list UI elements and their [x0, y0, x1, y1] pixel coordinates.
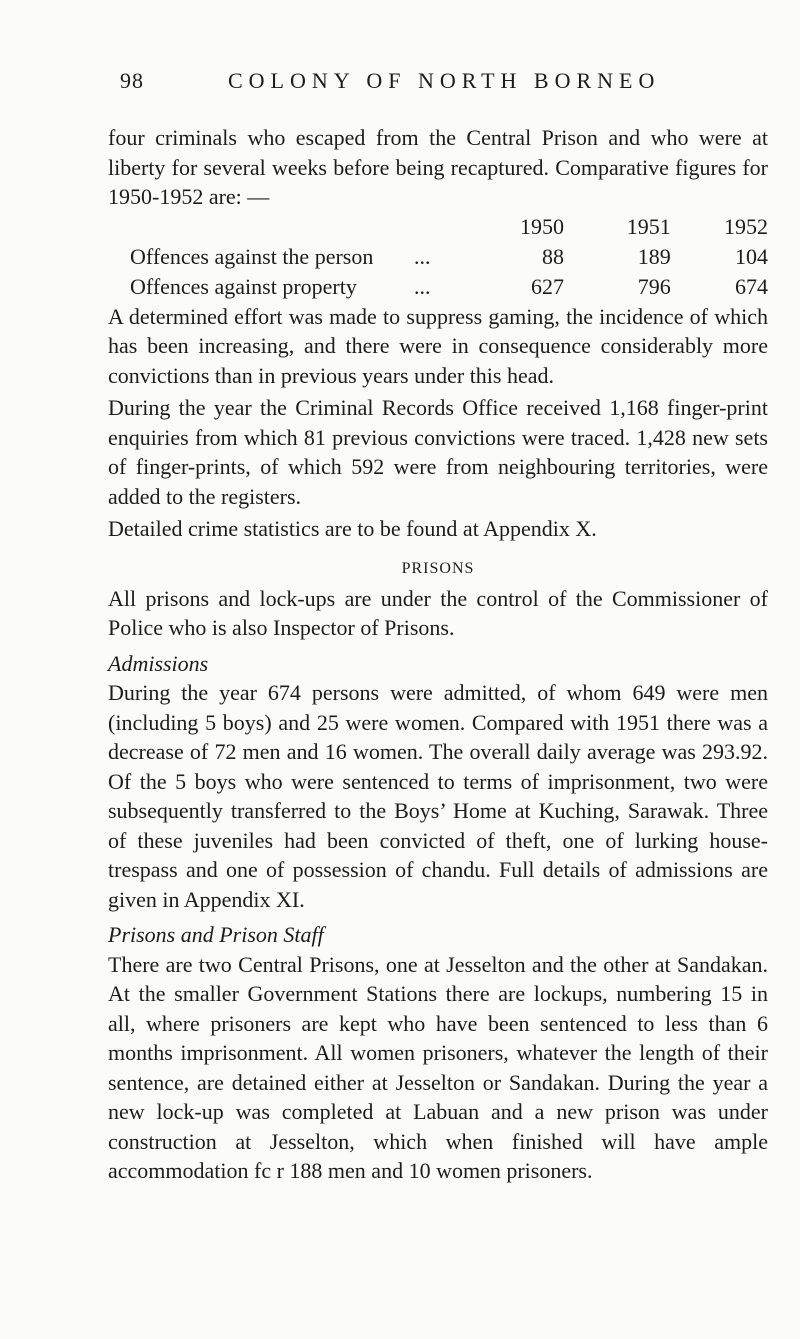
- paragraph-gaming: A determined effort was made to suppress gaming, the incidence of which has been increasing, and there were in consequence considerably more convictions than in previous years under this head.: [108, 303, 768, 388]
- table-cell: 796: [637, 273, 671, 299]
- subheading-admissions: Admissions: [108, 650, 209, 676]
- year-header: 1952: [724, 213, 768, 239]
- year-header: 1951: [626, 213, 671, 239]
- paragraph-admissions: During the year 674 persons were admitted, of whom 649 were men (including 5 boys) and 25 were women. Compared with 1951 there was a decrease of 72 men and 16 women. The overall daily average was 293.92. Of the 5 boys who were sentenced to terms of imprisonment, two were subsequently transferred to the Boys’ Home at Kuching, Sarawak. Three of these juveniles had been convicted of theft, one of lurking house-trespass and one of possession of chandu. Full details of admissions are given in Appendix XI.: [108, 680, 768, 912]
- page-number: 98: [120, 68, 144, 93]
- paragraph-prisons: There are two Central Prisons, one at Jesselton and the other at Sandakan. At the smaller Government Stations there are lockups, numbering 15 in all, where prisoners are kept who have been sentenced to less than 6 months imprisonment. All women prisoners, whatever the length of their sentence, are detained either at Jesselton or Sandakan. During the year a new lock-up was completed at Labuan and a new prison was under construction at Jesselton, which when finished will have ample accommodation fc r 188 men and 10 women prisoners.: [108, 951, 768, 1183]
- leader-dots: ...: [414, 273, 431, 299]
- table-cell: 627: [530, 273, 564, 299]
- page-header: [108, 68, 768, 108]
- table-cell: 189: [637, 243, 671, 269]
- page-body: [108, 123, 768, 1186]
- paragraph-criminal-records: During the year the Criminal Records Office received 1,168 finger-print enquiries from which 81 previous convictions were traced. 1,428 new sets of finger-prints, of which 592 were from neighbouring territories, were added to the registers.: [108, 395, 768, 509]
- table-row: [108, 242, 768, 272]
- offences-table: [108, 212, 768, 302]
- table-row: [108, 272, 768, 302]
- leader-dots: ...: [414, 243, 431, 269]
- table-cell: 674: [735, 273, 768, 299]
- paragraph-escaped-criminals: four criminals who escaped from the Central Prison and who were at liberty for several weeks before being recaptured. Comparative figures for 1950-1952 are: —: [108, 125, 768, 209]
- running-title: COLONY OF NORTH BORNEO: [228, 68, 661, 93]
- paragraph-appendix-x: Detailed crime statistics are to be found at Appendix X.: [108, 516, 597, 541]
- year-header: 1950: [519, 213, 564, 239]
- row-label: Offences against property: [130, 273, 357, 299]
- table-cell: 88: [541, 243, 564, 269]
- row-label: Offences against the person: [130, 243, 374, 269]
- table-cell: 104: [735, 243, 768, 269]
- table-header-row: [108, 212, 768, 242]
- section-heading-prisons: PRISONS: [401, 559, 475, 577]
- subheading-prison-staff: Prisons and Prison Staff: [108, 922, 324, 947]
- paragraph-prison-control: All prisons and lock-ups are under the control of the Commissioner of Police who is also Inspector of Prisons.: [108, 585, 768, 640]
